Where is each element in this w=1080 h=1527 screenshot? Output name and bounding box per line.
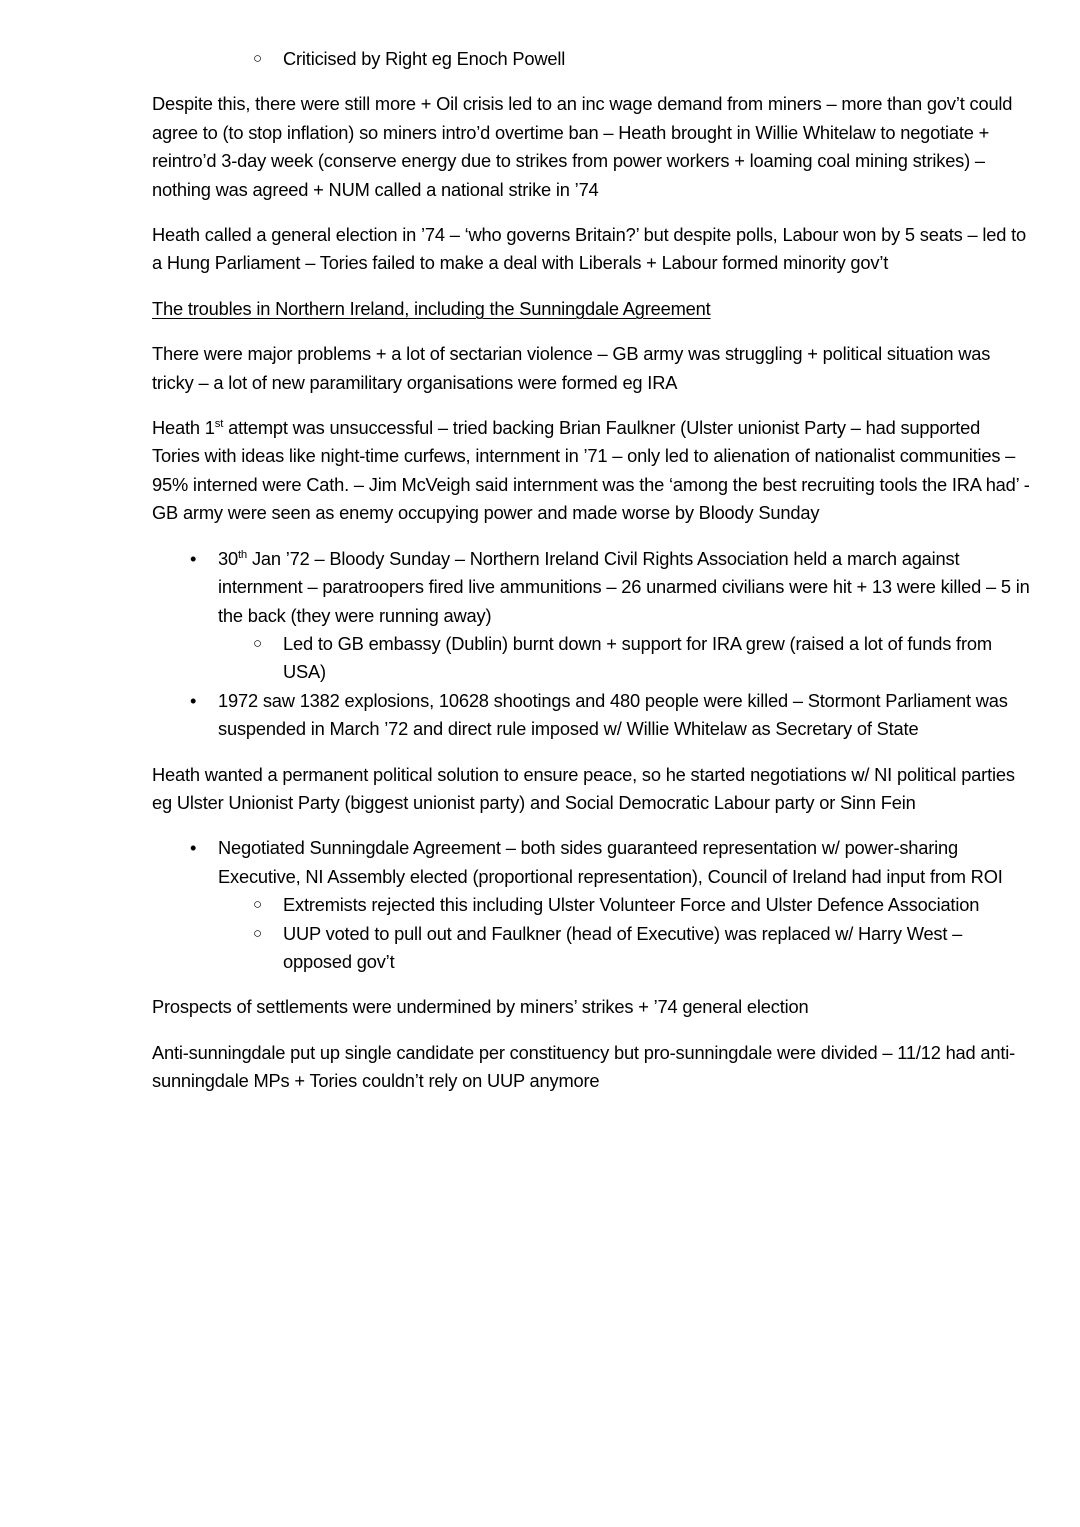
list-item-label: Extremists rejected this including Ulster Volunteer Force and Ulster Defence Association: [283, 894, 980, 916]
list-item: [152, 545, 1030, 687]
nested-list-embassy: [218, 630, 1030, 687]
list-item-label: 1972 saw 1382 explosions, 10628 shootings and 480 people were killed – Stormont Parliament was suspended in March ’72 and direct rule imposed w/ Willie Whitelaw as Secretary of State: [218, 689, 1008, 740]
paragraph-major-problems: There were major problems + a lot of sectarian violence – GB army was struggling + political situation was tricky – a lot of new paramilitary organisations were formed eg IRA: [152, 343, 991, 393]
list-item-label: UUP voted to pull out and Faulkner (head of Executive) was replaced w/ Harry West – opposed gov’t: [283, 922, 963, 972]
nested-list-sunningdale-details: [218, 891, 1030, 976]
paragraph-anti-sunningdale: Anti-sunningdale put up single candidate per constituency but pro-sunningdale were divided – 11/12 had anti-sunningdale MPs + Tories couldn’t rely on UUP anymore: [152, 1041, 1016, 1092]
list-block-top: [152, 45, 1030, 73]
disc-bullet-icon: •: [190, 547, 197, 569]
paragraph-permanent-solution: Heath wanted a permanent political solution to ensure peace, so he started negotiations w/ NI political parties eg Ulster Unionist Party (biggest unionist party) and Social Democratic Labour party or Sinn Fein: [152, 763, 1015, 813]
list-item: [152, 891, 1030, 919]
list-block-sunningdale: [152, 834, 1030, 976]
disc-bullet-icon: •: [190, 689, 197, 711]
list-item-label: Negotiated Sunningdale Agreement – both sides guaranteed representation w/ power-sharing Executive, NI Assembly elected (proportional representation), Council of Ireland had input from ROI: [218, 837, 1003, 887]
disc-bullet-icon: •: [190, 837, 197, 859]
list-item: [152, 920, 1030, 977]
list-item-text-after-superscript: Jan ’72 – Bloody Sunday – Northern Ireland Civil Rights Association held a march against internment – paratroopers fired live ammunitions – 26 unarmed civilians were hit + 13 were killed – 5 in the back (they were running away): [218, 547, 1030, 626]
list-item: [152, 45, 1030, 73]
circle-bullet-icon: ○: [253, 896, 262, 914]
section-heading-troubles: The troubles in Northern Ireland, including the Sunningdale Agreement: [152, 297, 711, 319]
list-item-label: Criticised by Right eg Enoch Powell: [283, 48, 566, 69]
paragraph-general-election: Heath called a general election in ’74 – ‘who governs Britain?’ but despite polls, Labour won by 5 seats – led to a Hung Parliament – Tories failed to make a deal with Liberals + Labour formed minority gov’t: [152, 224, 1026, 274]
list-item: [152, 687, 1030, 744]
paragraph-oil-crisis: Despite this, there were still more + Oil crisis led to an inc wage demand from miners – more than gov’t could agree to (to stop inflation) so miners intro’d overtime ban – Heath brought in Willie Whitelaw to negotiate + reintro’d 3-day week (conserve energy due to strikes from power workers + loaming coal mining strikes) – nothing was agreed + NUM called a national strike in ’74: [152, 93, 1013, 200]
paragraph-heath-first-attempt: [152, 414, 1030, 528]
paragraph-prospects: Prospects of settlements were undermined by miners’ strikes + ’74 general election: [152, 996, 809, 1018]
circle-bullet-icon: ○: [253, 924, 262, 942]
document-body: [152, 45, 1030, 1096]
circle-bullet-icon: ○: [253, 634, 262, 652]
list-item: [152, 630, 1030, 687]
paragraph-text-before-superscript: Heath 1: [152, 417, 215, 439]
list-block-bloody-sunday: [152, 545, 1030, 744]
paragraph-text-after-superscript: attempt was unsuccessful – tried backing Brian Faulkner (Ulster unionist Party – had supported Tories with ideas like night-time curfews, internment in ’71 – only led to alienation of nationalist communities – 95% interned were Cath. – Jim McVeigh said internment was the ‘among the best recruiting tools the IRA had’ - GB army were seen as enemy occupying power and made worse by Bloody Sunday: [152, 417, 1030, 524]
circle-bullet-icon: ○: [253, 50, 262, 67]
ordinal-superscript: st: [214, 417, 224, 430]
list-item-text-before-superscript: 30: [218, 547, 238, 569]
list-item: [152, 834, 1030, 976]
list-item-label: Led to GB embassy (Dublin) burnt down + support for IRA grew (raised a lot of funds from USA): [283, 632, 992, 683]
ordinal-superscript: th: [237, 548, 248, 561]
